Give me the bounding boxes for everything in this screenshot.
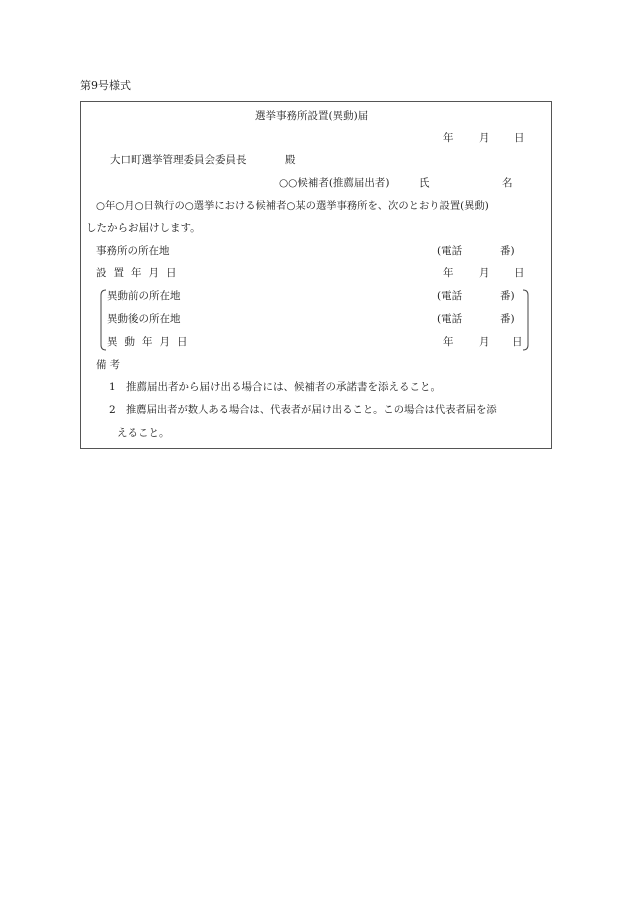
submitter-label: ○○候補者(推薦届出者)	[279, 177, 390, 189]
right-brace	[522, 289, 530, 351]
submitter-mei: 名	[502, 177, 513, 189]
remark-2-continuation: えること。	[117, 427, 170, 439]
remark-2-text: 推薦届出者が数人ある場合は、代表者が届け出ること。この場合は代表者届を添	[126, 404, 497, 416]
after-phone-open: (電話	[437, 313, 463, 325]
office-phone-open: (電話	[437, 245, 463, 257]
after-location-label: 異動後の所在地	[107, 313, 181, 325]
remark-1-number: 1	[109, 381, 116, 393]
body-line-2: したからお届けします。	[86, 222, 201, 234]
office-phone-close: 番)	[500, 245, 515, 257]
date-year: 年	[443, 132, 454, 144]
form-title: 選挙事務所設置(異動)届	[255, 110, 369, 122]
remarks-heading: 備考	[96, 359, 123, 371]
setup-year: 年	[443, 267, 454, 279]
body-line-1: ○年○月○日執行の○選挙における候補者○某の選挙事務所を、次のとおり設置(異動)	[96, 200, 489, 212]
form-number-label: 第9号様式	[80, 79, 131, 92]
move-month: 月	[479, 336, 490, 348]
remark-2-number: 2	[109, 404, 116, 416]
office-location-label: 事務所の所在地	[96, 245, 170, 257]
move-day: 日	[512, 336, 523, 348]
left-brace	[99, 289, 107, 351]
addressee: 大口町選挙管理委員会委員長	[110, 154, 247, 166]
setup-date-label: 設置年月日	[96, 267, 184, 279]
setup-day: 日	[514, 267, 525, 279]
date-month: 月	[479, 132, 490, 144]
date-day: 日	[514, 132, 525, 144]
setup-month: 月	[479, 267, 490, 279]
move-year: 年	[443, 336, 454, 348]
before-phone-close: 番)	[500, 290, 515, 302]
honorific: 殿	[285, 154, 296, 166]
before-location-label: 異動前の所在地	[107, 290, 181, 302]
remark-1-text: 推薦届出者から届け出る場合には、候補者の承諾書を添えること。	[126, 381, 441, 393]
move-date-label: 異動年月日	[107, 336, 195, 348]
submitter-shi: 氏	[419, 177, 430, 189]
before-phone-open: (電話	[437, 290, 463, 302]
after-phone-close: 番)	[500, 313, 515, 325]
